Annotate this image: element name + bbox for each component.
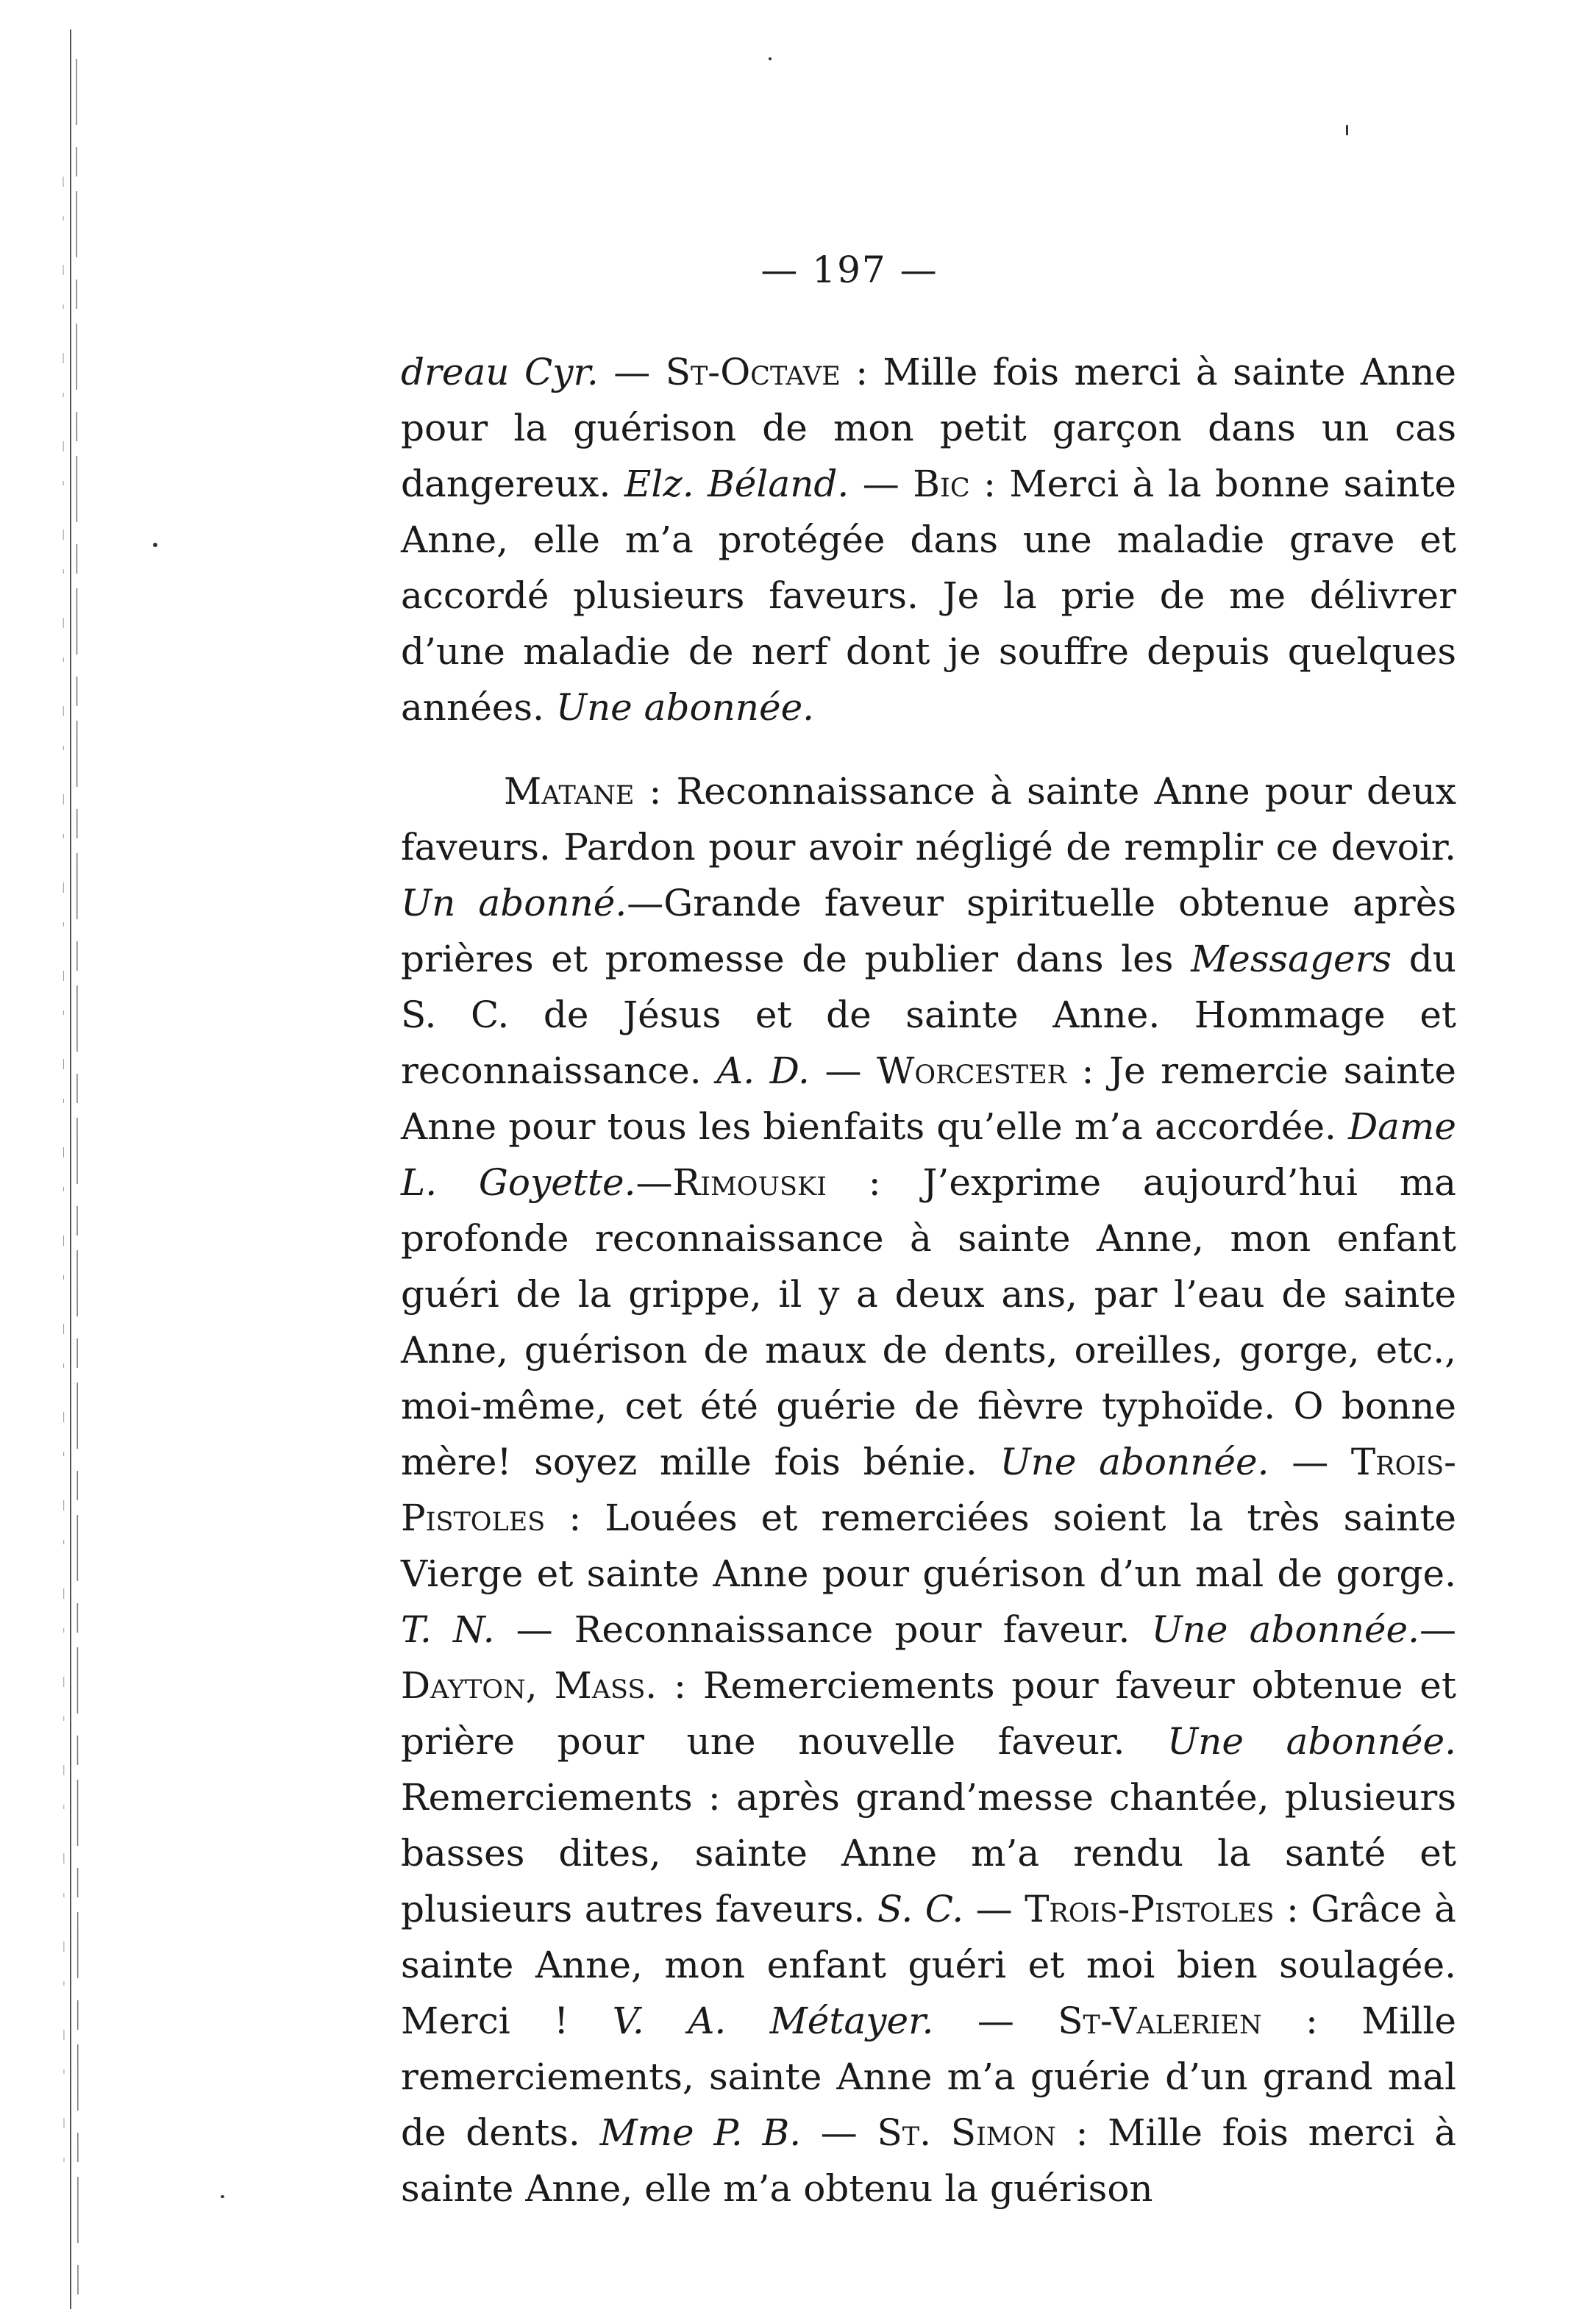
- signature-text: Dame L. Goyette.: [401, 1105, 1456, 1204]
- signature-text: Une abonnée.: [1000, 1441, 1269, 1483]
- place-name: Rimouski: [672, 1161, 827, 1204]
- place-name: Worcester: [877, 1049, 1067, 1092]
- body-text: : J’exprime aujourd’hui ma profonde reconnaissance à sainte Anne, mon enfant guéri de la grippe, il y a deux ans, par l’eau de sainte Anne, guérison de maux de dents, oreilles, gorge, etc., moi-même, cet été guérie de fièvre typhoïde. O bonne mère! soyez mille fois bénie.: [401, 1161, 1456, 1483]
- page-body: [401, 344, 1456, 2217]
- body-text: —: [1269, 1441, 1351, 1483]
- page-number: — 197 —: [760, 249, 938, 291]
- body-text: Remerciements : après grand’messe chantée, plusieurs basses dites, sainte Anne m’a rendu la santé et plusieurs autres faveurs.: [401, 1776, 1456, 1930]
- print-speck: [221, 2195, 224, 2198]
- body-text: : Je remercie sainte Anne pour tous les bienfaits qu’elle m’a accordée.: [401, 1049, 1456, 1148]
- place-name: St-Octave: [665, 351, 841, 393]
- signature-text: S. C.: [877, 1888, 964, 1930]
- body-text: —: [933, 2000, 1058, 2042]
- signature-text: Messagers: [1191, 938, 1392, 980]
- body-text: —: [635, 1161, 673, 1204]
- signature-text: Elz. Béland.: [624, 463, 849, 505]
- print-speck: [769, 57, 772, 60]
- body-text: —: [598, 351, 666, 393]
- body-text: —Grande faveur spirituelle obtenue après prières et promesse de publier dans les: [401, 882, 1457, 980]
- print-speck: [1346, 125, 1348, 135]
- place-name: Matane: [504, 770, 635, 813]
- place-name: St. Simon: [877, 2111, 1056, 2154]
- body-text: : Mille remerciements, sainte Anne m’a guérie d’un grand mal de dents.: [401, 2000, 1456, 2154]
- signature-text: Une abonnée.: [1151, 1608, 1419, 1651]
- body-text: — Reconnaissance pour faveur.: [494, 1608, 1152, 1651]
- paragraph-1: [401, 344, 1456, 735]
- signature-text: V. A. Métayer.: [612, 2000, 934, 2042]
- body-text: —: [809, 1049, 877, 1092]
- body-text: —: [963, 1888, 1025, 1930]
- body-text: —: [801, 2111, 877, 2154]
- body-text: —: [849, 463, 913, 505]
- signature-text: A. D.: [716, 1049, 810, 1092]
- place-name: Trois-Pistoles: [401, 1441, 1456, 1539]
- body-text: : Grâce à sainte Anne, mon enfant guéri et moi bien soulagée. Merci !: [401, 1888, 1456, 2042]
- print-speck: [153, 543, 157, 547]
- signature-text: dreau Cyr.: [401, 351, 599, 393]
- body-text: —: [1419, 1608, 1456, 1651]
- book-binding-edge: [46, 29, 97, 2309]
- body-text: : Louées et remerciées soient la très sainte Vierge et sainte Anne pour guérison d’un mal de gorge.: [401, 1497, 1456, 1595]
- signature-text: T. N.: [401, 1608, 495, 1651]
- body-text: : Mille fois merci à sainte Anne, elle m’a obtenu la guérison: [401, 2111, 1457, 2210]
- signature-text: Un abonné.: [401, 882, 627, 924]
- place-name: Bic: [913, 463, 970, 505]
- body-text: : Mille fois merci à sainte Anne pour la guérison de mon petit garçon dans un cas dangereux.: [401, 351, 1456, 505]
- body-text: : Remerciements pour faveur obtenue et prière pour une nouvelle faveur.: [401, 1664, 1456, 1763]
- signature-text: Mme P. B.: [599, 2111, 802, 2154]
- paragraph-2: [401, 763, 1456, 2217]
- body-text: du S. C. de Jésus et de sainte Anne. Hommage et reconnaissance.: [401, 938, 1457, 1092]
- place-name: Trois-Pistoles: [1025, 1888, 1275, 1930]
- place-name: St-Valerien: [1058, 2000, 1262, 2042]
- signature-text: Une abonnée.: [1167, 1720, 1456, 1763]
- body-text: : Reconnaissance à sainte Anne pour deux faveurs. Pardon pour avoir négligé de remplir ce devoir.: [401, 770, 1456, 869]
- body-text: : Merci à la bonne sainte Anne, elle m’a protégée dans une maladie grave et accordé plusieurs faveurs. Je la prie de me délivrer d’une maladie de nerf dont je souffre depuis quelques années.: [401, 463, 1456, 729]
- place-name: Dayton, Mass.: [401, 1664, 658, 1707]
- signature-text: Une abonnée.: [555, 686, 815, 729]
